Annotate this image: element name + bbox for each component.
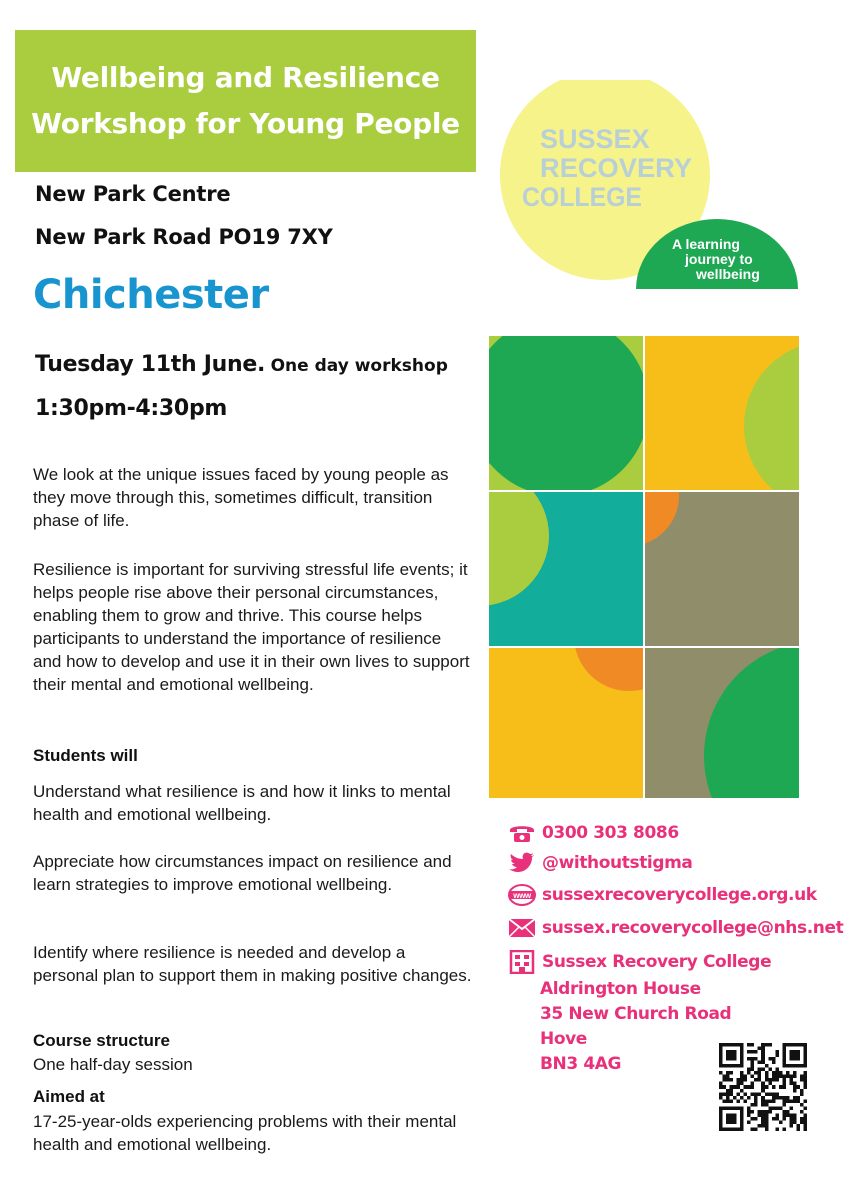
date-note: One day workshop	[270, 356, 448, 376]
title-line-2: Workshop for Young People	[31, 107, 460, 140]
address-line-2: Aldrington House	[540, 979, 701, 999]
contact-address	[508, 951, 771, 973]
mosaic-tile-2	[645, 336, 799, 511]
qr-code-icon[interactable]	[719, 1043, 807, 1131]
decorative-mosaic	[489, 336, 799, 798]
email-address[interactable]: sussex.recoverycollege@nhs.net	[542, 918, 844, 938]
sussex-recovery-college-logo	[500, 80, 800, 295]
intro-paragraph-1: We look at the unique issues faced by young people as they move through this, sometimes difficult, transition phase of life.	[33, 465, 449, 530]
mosaic-tile-1	[489, 336, 649, 496]
workshop-date	[35, 352, 448, 377]
venue-name: New Park Centre	[35, 182, 231, 206]
address-line-5: BN3 4AG	[540, 1054, 622, 1074]
svg-text:www: www	[513, 891, 531, 900]
twitter-handle[interactable]: @withoutstigma	[542, 853, 693, 873]
logo-line-2: RECOVERY	[540, 153, 692, 183]
address-line-3: 35 New Church Road	[540, 1004, 732, 1024]
phone-icon	[508, 822, 536, 844]
envelope-icon	[508, 917, 536, 939]
title-banner	[15, 30, 476, 172]
contact-web	[508, 884, 817, 906]
aimed-at-text: 17-25-year-olds experiencing problems with their mental health and emotional wellbeing.	[33, 1112, 457, 1154]
course-structure-heading: Course structure	[33, 1031, 170, 1050]
contact-email	[508, 917, 843, 939]
logo-line-1: SUSSEX	[540, 124, 650, 154]
logo-tagline-3: wellbeing	[696, 266, 760, 282]
www-icon	[508, 884, 536, 906]
logo-tagline-1: A learning	[672, 236, 740, 252]
aimed-at-heading: Aimed at	[33, 1087, 105, 1106]
address-line-1: Sussex Recovery College	[542, 952, 772, 972]
venue-city: Chichester	[33, 272, 269, 318]
mosaic-tile-3	[489, 466, 643, 646]
contact-phone	[508, 822, 679, 844]
students-item-1: Understand what resilience is and how it links to mental health and emotional wellbeing.	[33, 782, 451, 824]
building-icon	[508, 951, 536, 973]
date-text: Tuesday 11th June.	[35, 352, 266, 377]
title-line-1: Wellbeing and Resilience	[51, 61, 440, 94]
students-item-3: Identify where resilience is needed and develop a personal plan to support them in making positive changes.	[33, 943, 472, 985]
website-url[interactable]: sussexrecoverycollege.org.uk	[542, 885, 817, 905]
logo-tagline-2: journey to	[685, 251, 753, 267]
contact-twitter	[508, 852, 693, 874]
intro-paragraph-2: Resilience is important for surviving stressful life events; it helps people rise above their personal circumstances, enabling them to grow and thrive. This course helps participants to understand the importance of resilience and how to develop and use it in their own lives to support their mental and emotional wellbeing.	[33, 560, 470, 694]
workshop-time: 1:30pm-4:30pm	[35, 396, 228, 421]
venue-address: New Park Road PO19 7XY	[35, 225, 333, 249]
twitter-bird-icon	[508, 852, 536, 874]
students-item-2: Appreciate how circumstances impact on resilience and learn strategies to improve emotional wellbeing.	[33, 852, 452, 894]
course-structure-text: One half-day session	[33, 1055, 193, 1074]
phone-number[interactable]: 0300 303 8086	[542, 823, 679, 843]
address-line-4: Hove	[540, 1029, 587, 1049]
logo-line-3: COLLEGE	[522, 182, 642, 212]
mosaic-tile-6	[645, 641, 799, 798]
students-heading: Students will	[33, 746, 138, 765]
